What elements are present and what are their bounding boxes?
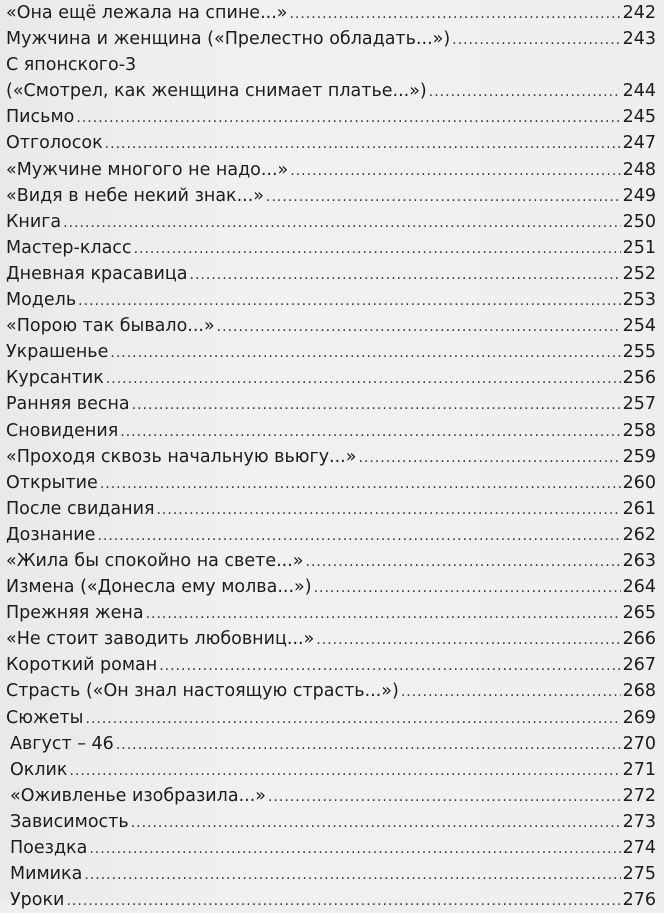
toc-entry-page: 244 [622,81,656,102]
toc-entry-title: Измена («Донесла ему молва...») [6,577,312,598]
toc-entry [6,731,656,757]
dot-leader [134,236,621,261]
dot-leader [401,679,621,704]
dot-leader [120,419,620,444]
toc-entry [6,470,656,496]
toc-entry [6,26,656,52]
toc-entry-page: 264 [622,577,656,598]
toc-entry-title: Поездка [10,838,88,858]
dot-leader [116,732,621,757]
toc-entry [6,287,656,313]
toc-entry-page: 258 [622,420,656,441]
dot-leader [314,575,621,600]
table-of-contents [6,0,656,913]
dot-leader [100,471,621,496]
toc-entry-page: 276 [622,890,656,911]
toc-entry-page: 254 [622,316,656,337]
toc-entry-title: Дневная красавица [6,263,188,284]
toc-entry-title: Уроки [10,890,65,911]
toc-entry-page: 272 [622,785,656,806]
dot-leader [84,862,620,887]
toc-entry-title: Дознание [6,524,96,545]
toc-entry-page: 248 [622,159,656,180]
toc-entry-page: 251 [622,237,656,258]
dot-leader [156,497,620,522]
toc-entry [6,496,656,522]
dot-leader [131,810,621,835]
dot-leader [190,262,621,287]
toc-entry [6,78,656,104]
toc-entry [6,705,656,731]
toc-entry [6,887,656,913]
dot-leader [289,1,620,26]
toc-entry-title: Мужчина и женщина («Прелестно обладать...») [6,29,451,50]
toc-entry-page: 267 [622,655,656,676]
toc-entry-page: 265 [622,603,656,624]
toc-entry-page: 256 [622,368,656,389]
dot-leader [76,105,620,130]
toc-entry-page: 245 [622,107,656,128]
toc-entry [6,157,656,183]
toc-entry [6,52,656,78]
toc-entry-page: 252 [622,263,656,284]
toc-entry-page: 253 [622,290,656,311]
toc-entry-title: «Видя в небе некий знак...» [6,185,265,206]
toc-entry [6,339,656,365]
toc-entry [6,757,656,783]
dot-leader [86,706,621,731]
dot-leader [63,210,620,235]
toc-entry-title: Открытие [6,472,98,493]
toc-entry [6,809,656,835]
dot-leader [106,366,621,391]
toc-entry [6,418,656,444]
toc-entry-title: «Не стоит заводить любовниц...» [6,629,315,650]
toc-entry-title: Украшенье [6,342,109,363]
dot-leader [146,601,621,626]
toc-entry [6,678,656,704]
dot-leader [316,627,620,652]
toc-entry-page: 271 [622,759,656,780]
toc-entry-page: 261 [622,498,656,519]
toc-entry-title: Письмо [6,107,75,128]
toc-entry-title: Оклик [10,759,68,780]
dot-leader [306,549,621,574]
toc-entry [6,261,656,287]
toc-entry [6,783,656,809]
toc-entry-title: Отголосок [6,133,103,154]
toc-entry-title: С японского-3 [6,55,137,76]
toc-entry-page: 270 [622,733,656,754]
toc-entry-title: Книга [6,211,62,232]
dot-leader [429,79,621,104]
toc-entry-page: 260 [622,472,656,493]
toc-entry-title: «Порою так бывало...» [6,316,215,337]
toc-entry-page: 262 [622,524,656,545]
toc-entry-page: 257 [622,394,656,415]
toc-entry-page: 274 [622,838,656,858]
toc-entry [6,574,656,600]
toc-entry-title: «Проходя сквозь начальную вьюгу...» [6,446,357,467]
toc-entry-title: Мастер-класс [6,237,132,258]
toc-entry [6,652,656,678]
dot-leader [159,653,620,678]
dot-leader [89,836,620,861]
dot-leader [105,131,621,156]
toc-entry-title: «Оживленье изобразила...» [10,785,266,806]
toc-entry [6,104,656,130]
toc-entry-title: «Жила бы спокойно на свете...» [6,550,304,571]
toc-entry-page: 242 [622,3,656,23]
toc-entry-title: Мимика [10,864,83,885]
toc-entry [6,861,656,887]
toc-entry-page: 247 [622,133,656,154]
toc-entry [6,183,656,209]
toc-entry [6,130,656,156]
toc-entry [6,235,656,261]
toc-entry-page: 243 [622,29,656,50]
dot-leader [266,184,621,209]
toc-entry [6,0,656,26]
toc-entry-page: 269 [622,707,656,728]
toc-entry [6,600,656,626]
toc-entry-title: После свидания [6,498,155,519]
toc-entry-title: «Мужчине многого не надо...» [6,159,289,180]
toc-entry-title: Сюжеты [6,707,84,728]
toc-entry [6,365,656,391]
dot-leader [268,784,621,809]
toc-entry-title: Сновидения [6,420,119,441]
toc-entry-title: Модель [6,290,77,311]
toc-entry-page: 268 [622,681,656,702]
toc-entry [6,522,656,548]
toc-entry-page: 250 [622,211,656,232]
dot-leader [78,288,620,313]
toc-entry-title: Курсантик [6,368,104,389]
toc-entry-title: Прежняя жена [6,603,144,624]
dot-leader [66,888,620,913]
toc-entry-title: Короткий роман [6,655,158,676]
toc-entry-page: 263 [622,550,656,571]
toc-entry [6,391,656,417]
toc-entry [6,209,656,235]
toc-entry-title: «Она ещё лежала на спине...» [6,3,288,23]
dot-leader [290,158,620,183]
dot-leader [358,445,620,470]
toc-entry [6,444,656,470]
toc-entry-title: Зависимость [10,811,129,832]
dot-leader [217,314,621,339]
toc-entry-title: Страсть («Он знал настоящую страсть...») [6,681,399,702]
dot-leader [97,523,620,548]
toc-entry-page: 255 [622,342,656,363]
toc-entry [6,313,656,339]
dot-leader [69,758,620,783]
toc-entry-page: 273 [622,811,656,832]
toc-entry-page: 275 [622,864,656,885]
toc-entry [6,548,656,574]
dot-leader [110,340,620,365]
toc-entry-title: Ранняя весна [6,394,130,415]
toc-entry-page: 266 [622,629,656,650]
dot-leader [132,392,621,417]
toc-entry-title: («Смотрел, как женщина снимает платье...») [6,81,427,102]
toc-entry-page: 259 [622,446,656,467]
toc-entry [6,835,656,861]
toc-entry-title: Август – 46 [10,733,114,754]
toc-entry-page: 249 [622,185,656,206]
dot-leader [452,27,620,52]
toc-entry [6,626,656,652]
